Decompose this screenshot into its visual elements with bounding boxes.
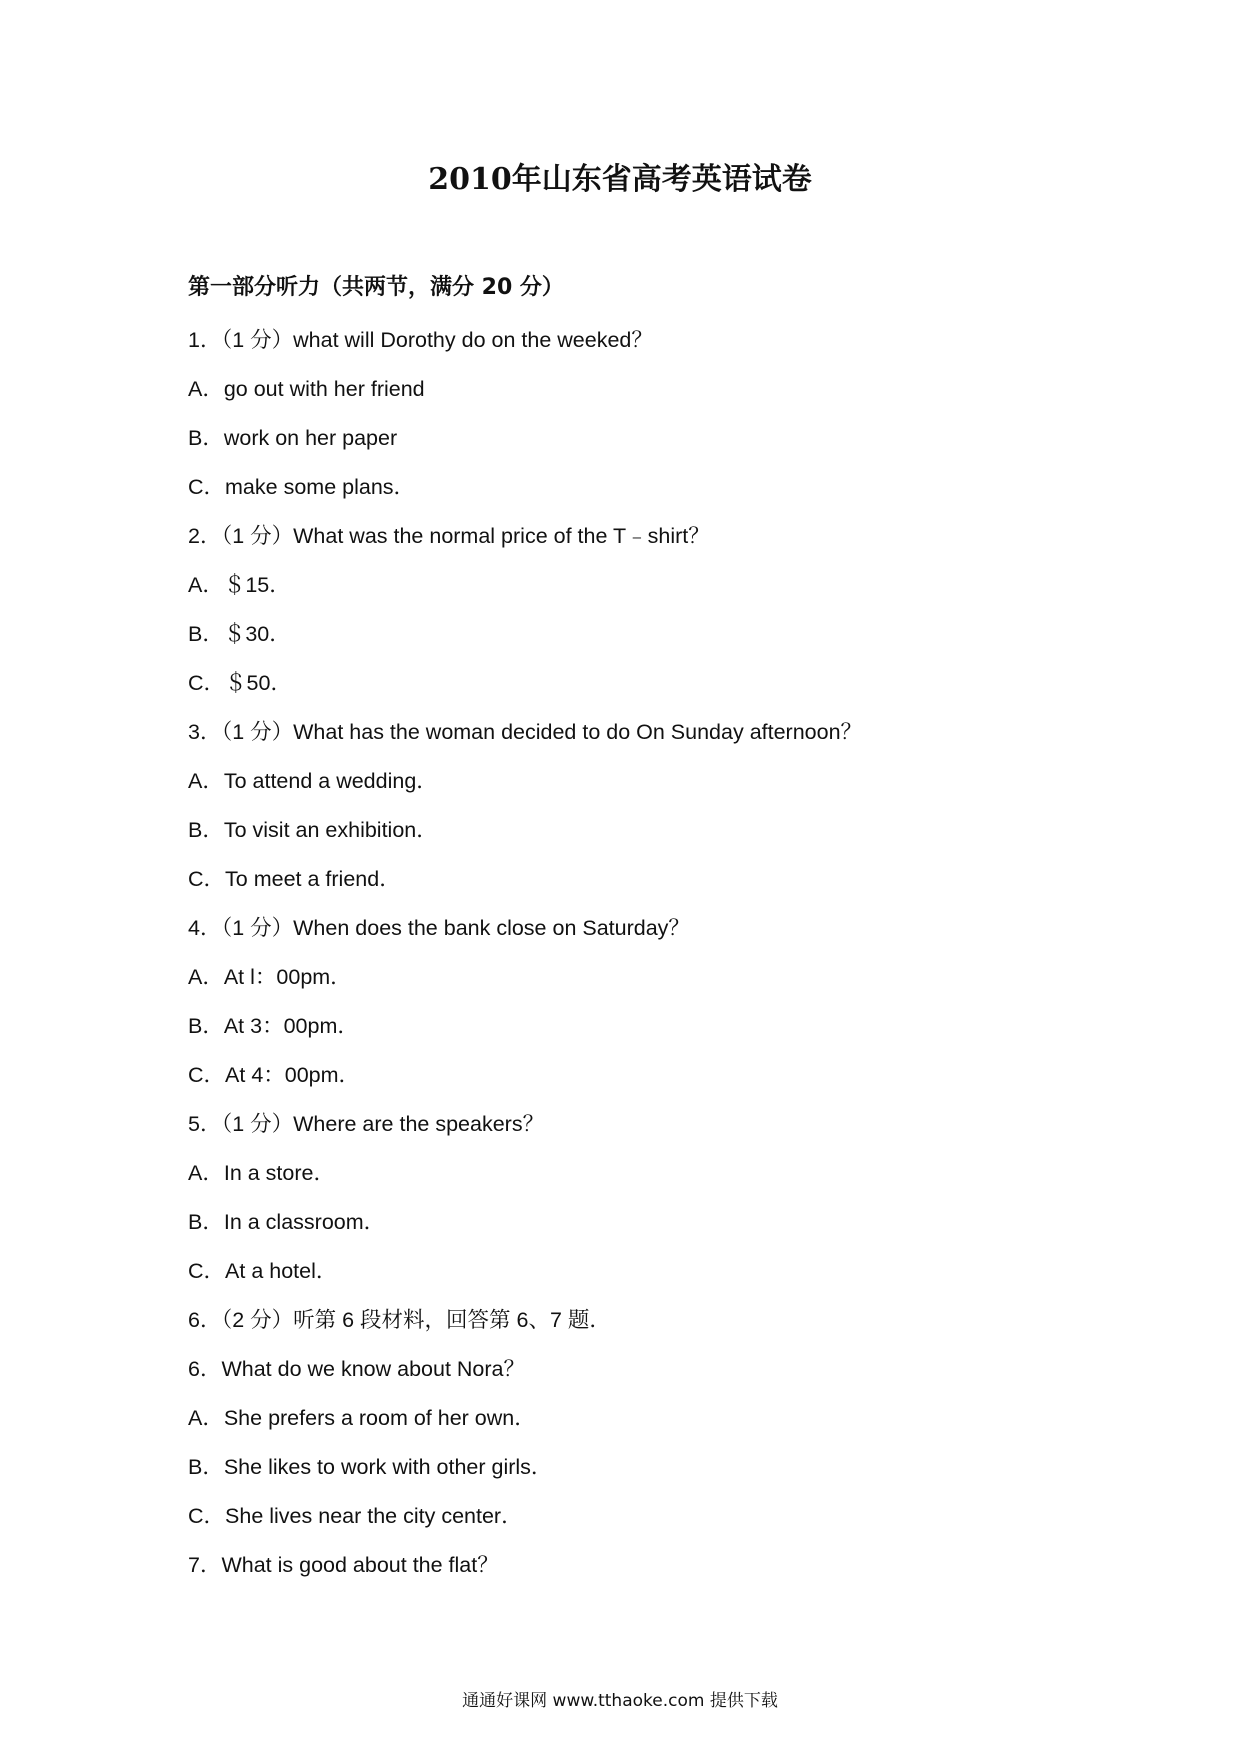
question-6-option-a: A．She prefers a room of her own． (188, 1406, 536, 1430)
question-6: 6．What do we know about Nora？ (188, 1357, 525, 1381)
question-6-instruction: 6．（2 分）听第 6 段材料，回答第 6、7 题． (188, 1308, 611, 1332)
question-1-option-a: A．go out with her friend (188, 377, 425, 401)
question-6-option-c: C．She lives near the city center． (188, 1504, 523, 1528)
question-5-option-c: C．At a hotel． (188, 1259, 338, 1283)
question-2-option-b: B．＄30． (188, 622, 291, 646)
question-4-option-c: C．At 4：00pm． (188, 1063, 361, 1087)
question-2: 2．（1 分）What was the normal price of the T﹣shirt？ (188, 524, 710, 548)
page-footer: 通通好课网 www.tthaoke.com 提供下载 (462, 1691, 778, 1711)
section-heading: 第一部分听力（共两节，满分 20 分） (188, 275, 564, 300)
question-list (188, 322, 1088, 1596)
question-5-option-b: B．In a classroom． (188, 1210, 386, 1234)
question-4: 4．（1 分）When does the bank close on Saturday？ (188, 916, 690, 940)
question-7: 7．What is good about the flat？ (188, 1553, 499, 1577)
question-4-option-a: A．At l：00pm． (188, 965, 352, 989)
question-3-option-b: B．To visit an exhibition． (188, 818, 438, 842)
question-2-option-a: A．＄15． (188, 573, 291, 597)
question-5-option-a: A．In a store． (188, 1161, 335, 1185)
page-title: 2010年山东省高考英语试卷 (428, 162, 812, 197)
question-1-option-c: C．make some plans． (188, 475, 416, 499)
question-3-option-a: A．To attend a wedding． (188, 769, 438, 793)
question-6-option-b: B．She likes to work with other girls． (188, 1455, 553, 1479)
question-2-option-c: C．＄50． (188, 671, 292, 695)
question-1: 1．（1 分）what will Dorothy do on the weeked？ (188, 328, 653, 352)
question-5: 5．（1 分）Where are the speakers？ (188, 1112, 545, 1136)
question-4-option-b: B．At 3：00pm． (188, 1014, 359, 1038)
question-3: 3．（1 分）What has the woman decided to do On Sunday afternoon？ (188, 720, 863, 744)
question-3-option-c: C．To meet a friend． (188, 867, 401, 891)
question-1-option-b: B．work on her paper (188, 426, 398, 450)
